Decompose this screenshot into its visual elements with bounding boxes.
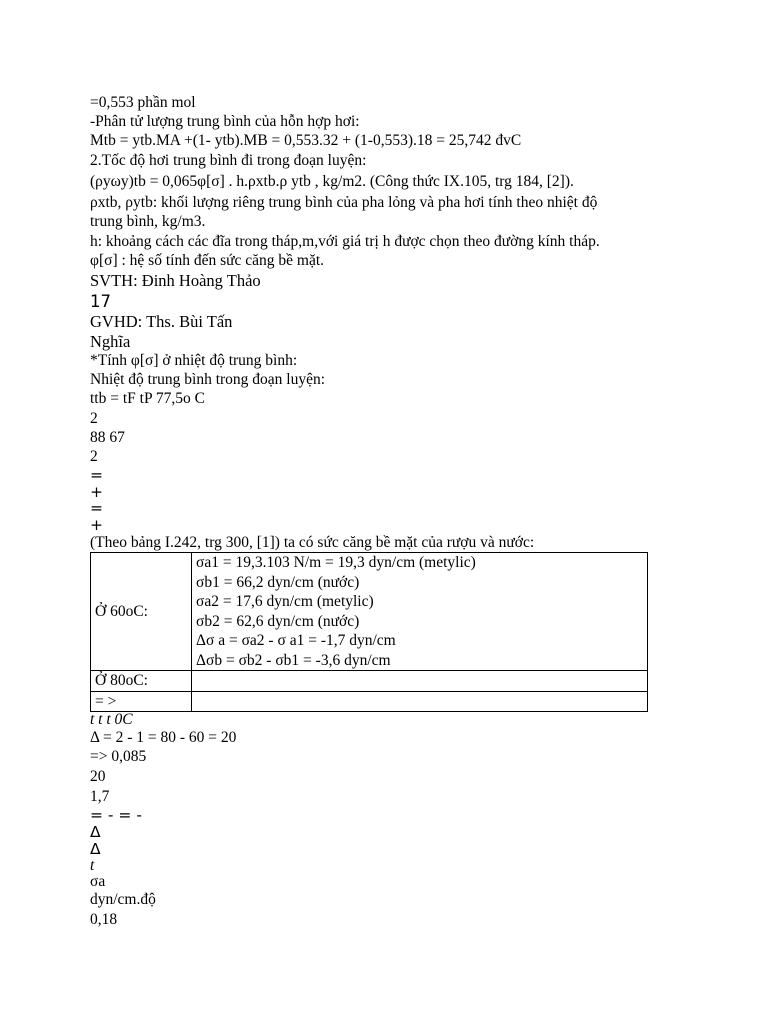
formula-fragment: 0,18 — [90, 911, 118, 928]
formula-fragment: = — [90, 499, 103, 517]
text-line: trung bình, kg/m3. — [90, 213, 206, 230]
table-cell-empty — [192, 671, 648, 692]
table-row — [91, 691, 648, 712]
text-line: =0,553 phần mol — [90, 94, 196, 111]
formula-fragment: t t t 0C — [90, 711, 133, 728]
text-line: *Tính φ[σ] ở nhiệt độ trung bình: — [90, 352, 298, 369]
text-line: φ[σ] : hệ số tính đến sức căng bề mặt. — [90, 252, 325, 269]
section-heading: 2.Tốc độ hơi trung bình đi trong đoạn luyện: — [90, 152, 367, 169]
formula-line: (ρyωy)tb = 0,065φ[σ] . h.ρxtb.ρ ytb , kg/m2. (Công thức IX.105, trg 184, [2]). — [90, 173, 574, 190]
table-cell-values — [192, 553, 648, 671]
formula-fragment: 2 — [90, 410, 98, 427]
page-number: 17 — [90, 292, 111, 311]
table-cell-line: σb2 = 62,6 dyn/cm (nước) — [196, 612, 360, 630]
formula-line: Mtb = ytb.MA +(1- ytb).MB = 0,553.32 + (1-0,553).18 = 25,742 đvC — [90, 132, 522, 149]
footer-advisor-cont: Nghĩa — [90, 332, 131, 351]
text-line: h: khoảng cách các đĩa trong tháp,m,với giá trị h được chọn theo đường kính tháp. — [90, 233, 600, 250]
text-line: ρxtb, ρytb: khối lượng riêng trung bình của pha lỏng và pha hơi tính theo nhiệt độ — [90, 194, 598, 211]
formula-fragment: + — [90, 516, 103, 534]
formula-fragment: t — [90, 857, 95, 874]
text-line: Nhiệt độ trung bình trong đoạn luyện: — [90, 371, 326, 388]
footer-advisor: GVHD: Ths. Bùi Tấn — [90, 312, 233, 331]
table-cell-empty — [192, 691, 648, 712]
table-cell-line: Δσb = σb2 - σb1 = -3,6 dyn/cm — [196, 651, 391, 669]
table-cell-label: Ở 60oC: — [91, 553, 192, 671]
formula-fragment: 2 — [90, 448, 98, 465]
formula-line: ttb = tF tP 77,5o C — [90, 390, 205, 407]
text-line: (Theo bảng I.242, trg 300, [1]) ta có sức căng bề mặt của rượu và nước: — [90, 534, 535, 551]
table-cell-line: Δσ a = σa2 - σ a1 = -1,7 dyn/cm — [196, 632, 396, 649]
surface-tension-table — [90, 552, 648, 712]
formula-line: => 0,085 — [90, 748, 147, 765]
formula-line: Δ = 2 - 1 = 80 - 60 = 20 — [90, 729, 237, 746]
formula-fragment: = — [90, 466, 103, 484]
table-cell-label: = > — [91, 691, 192, 712]
table-cell-line: σb1 = 66,2 dyn/cm (nước) — [196, 573, 360, 591]
formula-fragment: Δ — [90, 823, 101, 841]
formula-fragment: + — [90, 483, 103, 501]
formula-fragment: σa — [90, 873, 106, 890]
formula-fragment: 88 67 — [90, 429, 125, 446]
table-cell-line: σa1 = 19,3.103 N/m = 19,3 dyn/cm (metylic) — [196, 554, 476, 571]
table-cell-line: σa2 = 17,6 dyn/cm (metylic) — [196, 593, 374, 610]
table-cell-label: Ở 80oC: — [91, 671, 192, 692]
table-row — [91, 671, 648, 692]
formula-fragment: 20 — [90, 768, 106, 785]
formula-fragment: 1,7 — [90, 788, 110, 805]
footer-student: SVTH: Đinh Hoàng Thảo — [90, 271, 261, 290]
text-line: -Phân tử lượng trung bình của hỗn hợp hơi: — [90, 113, 360, 130]
table-row — [91, 553, 648, 671]
formula-fragment: dyn/cm.độ — [90, 891, 156, 908]
formula-fragment: Δ — [90, 840, 101, 858]
formula-fragment: = - = - — [90, 806, 142, 824]
